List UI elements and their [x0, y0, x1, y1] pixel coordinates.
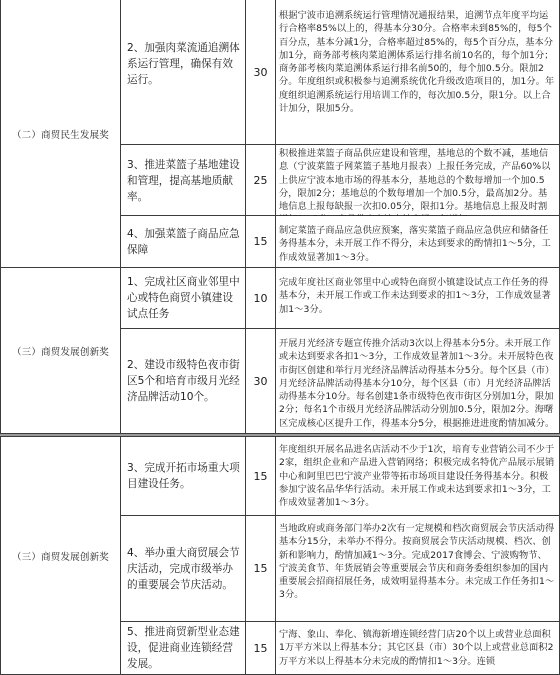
rule-cell: 当地政府或商务部门举办2次有一定规模和档次商贸展会节庆活动得基本分15分，未举办不得分。按商贸展会节庆活动规模、档次、创新和影响力，酌情加减1～3分。完成2017食博会、宁波购物节、宁波美食节、年货展销会等重要展会节庆和商务委组织参加的国内重要展会招商招展任务，成效明显得基本分。未完成工作任务扣1～3分。: [276, 516, 560, 622]
score-cell: 15: [246, 436, 276, 516]
score-cell: 10: [246, 268, 276, 329]
task-cell: 3、完成开拓市场重大项目建设任务。: [121, 436, 246, 516]
category-cell: （二）商贸民生发展奖: [0, 0, 121, 268]
rule-cell: 完成年度社区商业邻里中心或特色商贸小镇建设试点工作任务的得基本分，未开展工作或工作未达到要求的扣1～3分，工作成效显著加1～3分。: [276, 268, 560, 329]
task-cell: 1、完成社区商业邻里中心或特色商贸小镇建设试点任务: [121, 268, 246, 329]
score-cell: 15: [246, 622, 276, 675]
task-cell: 2、加强肉菜流通追溯体系运行管理，确保有效运行。: [121, 0, 246, 145]
category-cell: （三）商贸发展创新奖: [0, 268, 121, 434]
rule-cell: 年度组织开展名品进名店活动不少于1次，培育专业营销公司不少于2家，组织企业和产品进入营销网络；积极完成名特优产品展示展销中心和阿里巴巴宁波产业带等拓市场项目建设任务得基本分。积极参加宁波名品华华行活动。未开展工作或未达到要求扣1～3分，工作成效显著加1～3分。: [276, 436, 560, 516]
score-cell: 30: [246, 329, 276, 434]
rule-cell: 制定菜篮子商品应急供应预案，落实菜篮子商品应急供应和储备任务得基本分，未开展工作不得分，未达到要求的酌情扣1～5分，工作成效显著加1～3分。: [276, 216, 560, 268]
task-cell: 4、举办重大商贸展会节庆活动，完成市级举办的重要展会节庆活动。: [121, 516, 246, 622]
score-cell: 15: [246, 516, 276, 622]
rule-cell: 根据宁波市追溯系统运行管理情况通报结果，追溯节点年度平均运行合格率85%以上的，得基本分30分。合格率未到85%的，每5个百分点，基本分减1分，合格率超过85%的，每5个百分点，基本分加1分，商务部考核肉菜追溯体系运行排名前10名的，每个加1分；商务部考核肉菜追溯体系运行排名前50的，每个加0.5分。限加2分。年度组织或积极参与追溯系统优化升级改造项目的，加1分。年度组织追溯系统运行用培训工作的，每次加0.5分，限1分。以上合计加分，限加5分。: [276, 0, 560, 145]
score-cell: 30: [246, 0, 276, 145]
task-cell: 5、推进商贸新型业态建设，促进商业连锁经营发展。: [121, 622, 246, 675]
category-cell: （三）商贸发展创新奖: [0, 436, 121, 675]
task-cell: 4、加强菜篮子商品应急保障: [121, 216, 246, 268]
task-cell: 2、建设市级特色夜市街区5个和培育市级月光经济品牌活动10个。: [121, 329, 246, 434]
score-cell: 25: [246, 145, 276, 216]
score-cell: 15: [246, 216, 276, 268]
rule-cell: 开展月光经济专题宣传推介活动3次以上得基本分5分。未开展工作或未达到要求各扣1～3分，工作成效显著加1～3分。未开展特色夜市街区创建和举行月光经济品牌活动得基本分5分。每个区县（市）月光经济品牌活动得基本分10分，每个区县（市）月光经济品牌活动得基本分10分。每名创建1条市级特色夜市街区分别加1分，限加2分；每名1个市级月光经济品牌活动分别加0.5分，限加2分。海曙区完成核心区提升工作，得基本分5分，根据推进进度酌情加减分。: [276, 329, 560, 434]
rule-cell: 宁海、象山、奉化、镇海新增连锁经营门店20个以上或营业总面积1万平方米以上得基本分；其它区县（市）30个以上或营业总面积2万平方米以上得基本分未完成的酌情扣1～3分。连锁: [276, 622, 560, 675]
task-cell: 3、推进菜篮子基地建设和管理，提高基地质献率。: [121, 145, 246, 216]
rule-cell: 积极推进菜篮子商品供应建设和管理，基地总的个数不减，基地信息（宁波菜篮子网菜篮子基地月报表）上报任务完成，产品60%以上供应宁波本地市场的得基本分，基地总的个数每增加一个加0.5分，限加2分；基地总的个数每增加一个加0.5分，最高加2分。基地信息上报每缺报一次扣0.05分，限扣1分。基地信息上报及时割: [276, 145, 560, 216]
